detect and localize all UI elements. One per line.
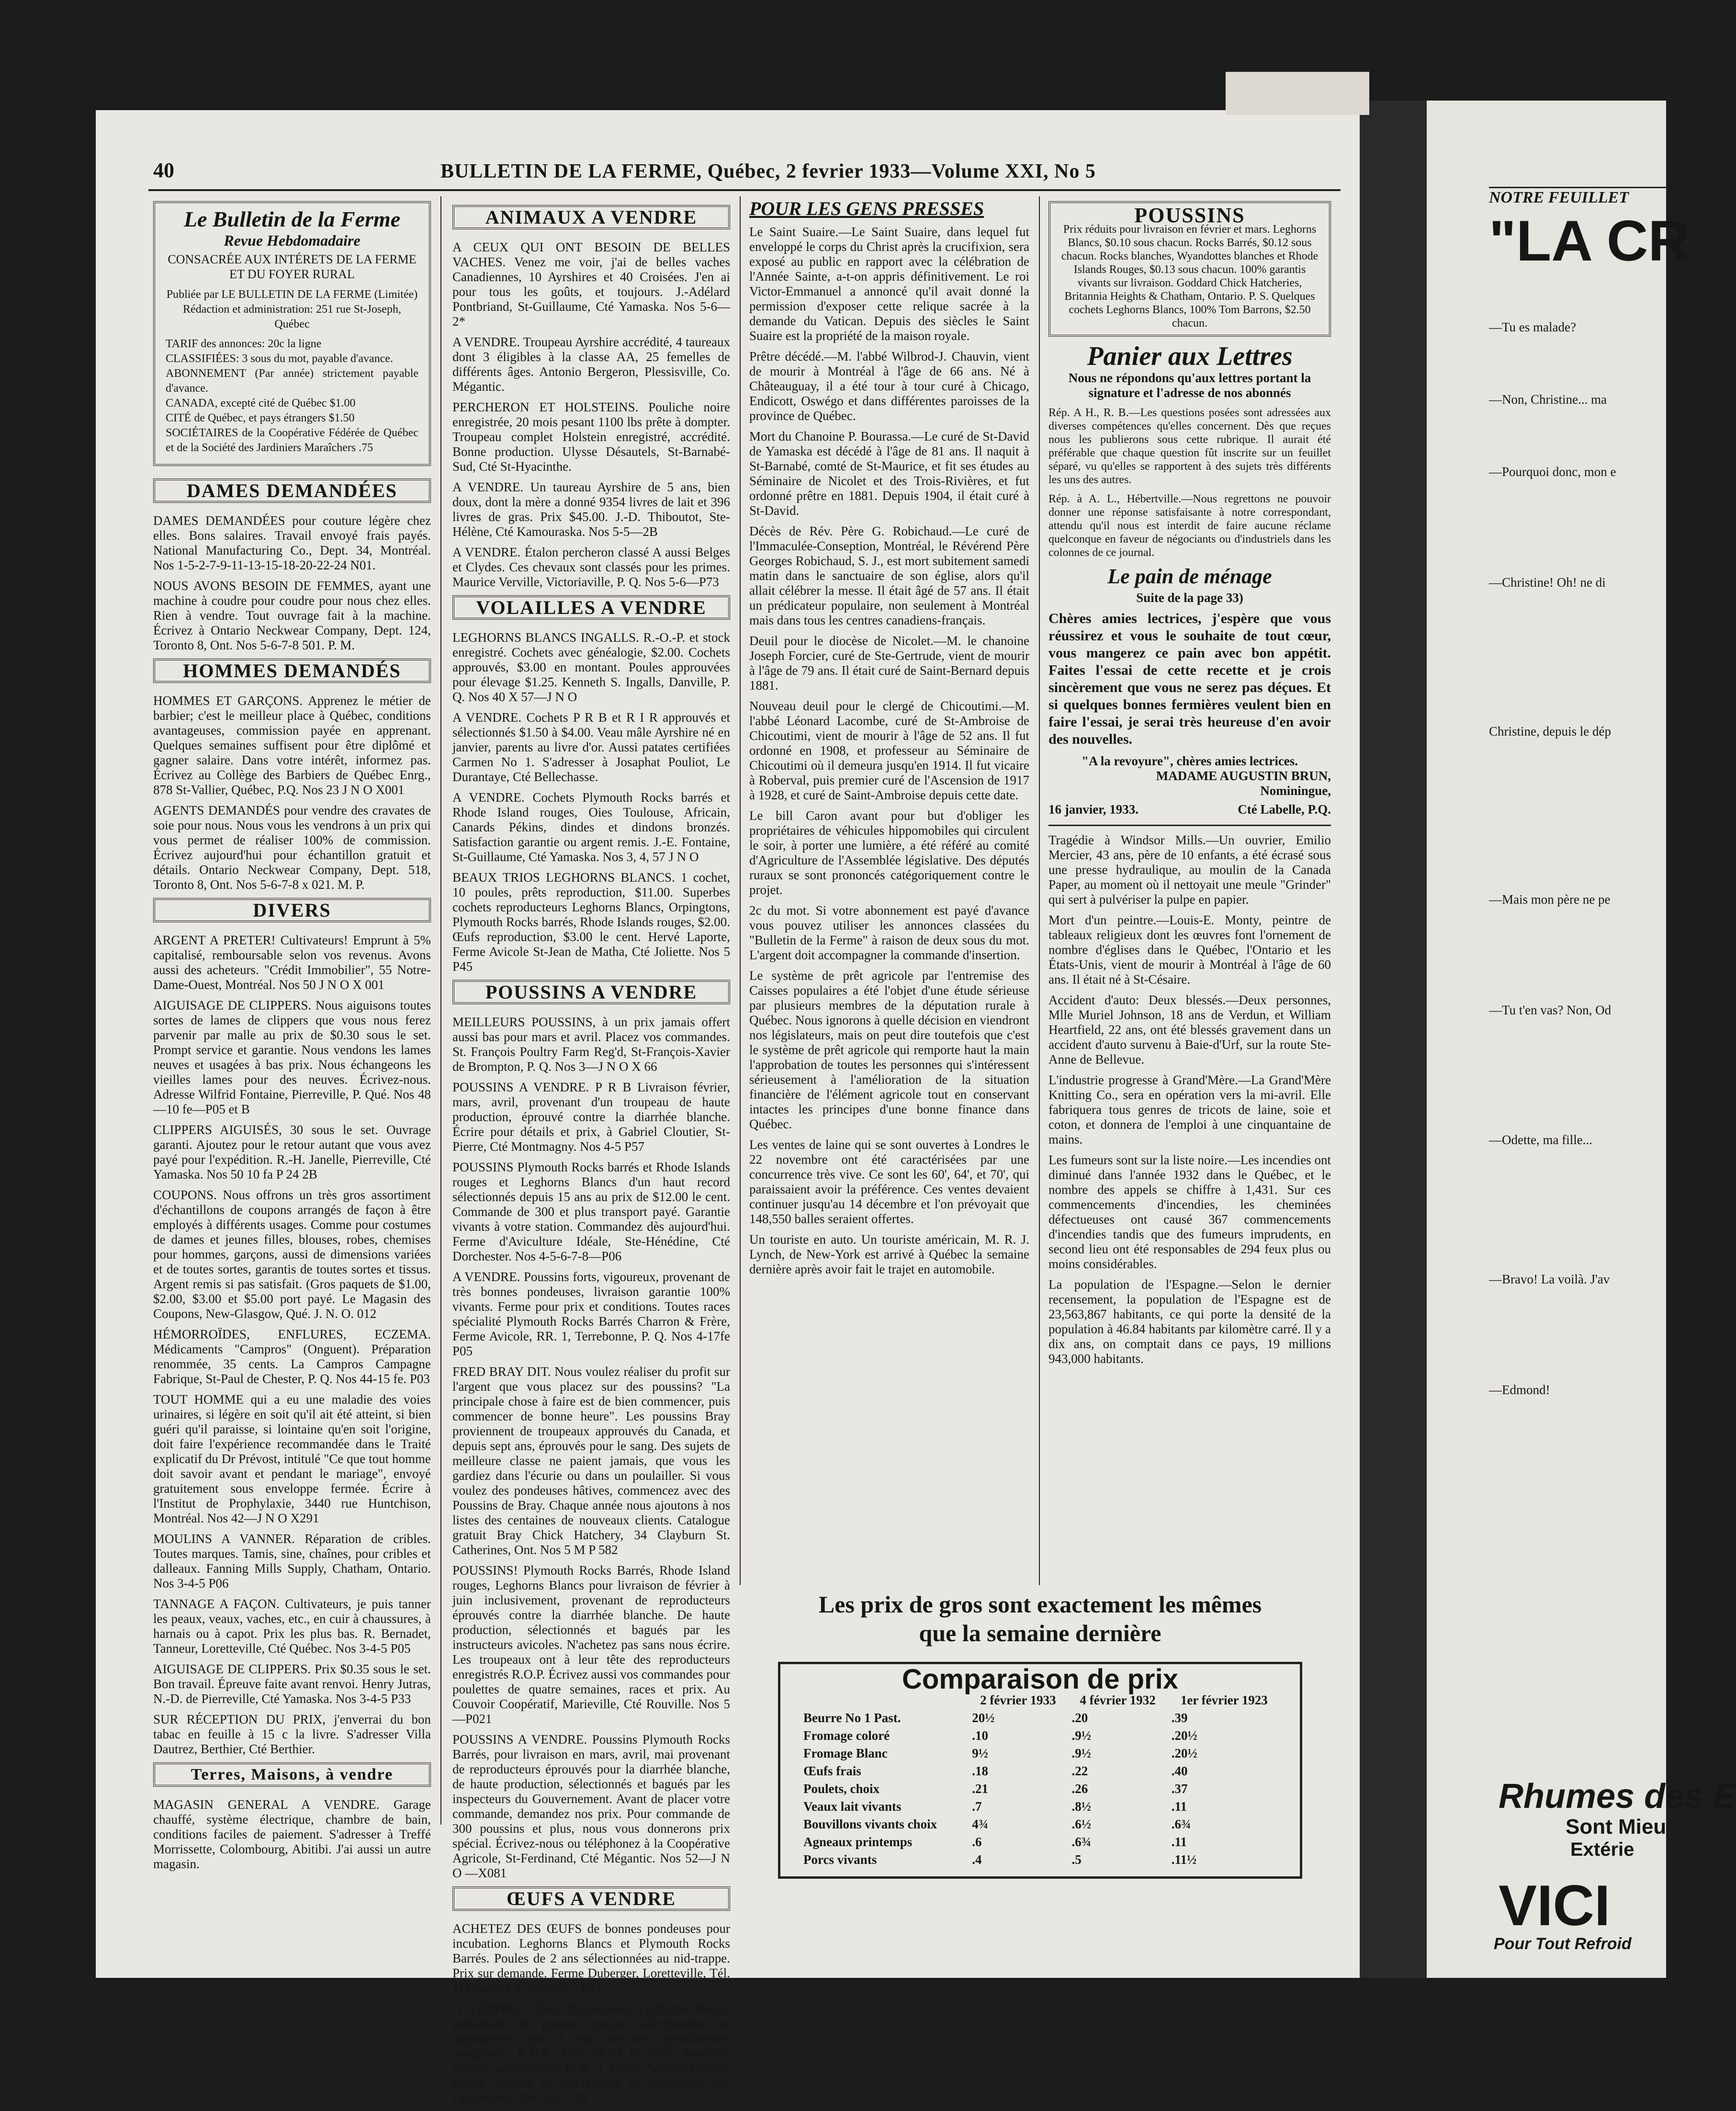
column-header: 4 février 1932: [1080, 1693, 1156, 1707]
table-row: [800, 1816, 1281, 1833]
classified-ad: A VENDRE. Troupeau Ayrshire accrédité, 4 taureaux dont 3 éligibles à la classe AA, 25 femelles de différents âges. Antonio Bergeron, Plessisville, Co. Mégantic.: [452, 335, 730, 394]
classified-ad: AIGUISAGE DE CLIPPERS. Prix $0.35 sous le set. Bon travail. Épreuve faite avant renvoi. Henry Jutras, N.-D. de Pierreville, Cté Yamaska. Nos 3-4-5 P33: [153, 1662, 431, 1706]
ad-subline: Sont Mieu: [1566, 1815, 1667, 1839]
page-header: [144, 158, 1341, 187]
news-item: Les ventes de laine qui se sont ouvertes à Londres le 22 novembre ont été caractérisées par une concurrence très vive. Ce sont les 60', 64', et 70', qui paraissaient avoir la préférence. Ces ventes devaient continuer jusqu'au 14 décembre et l'on prévoyait que 148,550 balles seraient offertes.: [749, 1137, 1029, 1226]
column-rule: [440, 196, 441, 1825]
story-line: —Bravo! La voilà. J'av: [1489, 1272, 1610, 1286]
section-heading: Terres, Maisons, à vendre: [153, 1762, 431, 1787]
story-line: —Tu es malade?: [1489, 320, 1576, 334]
classified-ad: MAGASIN GENERAL A VENDRE. Garage chauffé, système électrique, chambre de bain, conditions faciles de paiement. S'adresser à Treffé Morrissette, Colombourg, Abitibi. J'ai aussi un autre magasin.: [153, 1797, 431, 1871]
column-header: 2 février 1933: [980, 1693, 1056, 1707]
table-cell: .6¾: [1071, 1835, 1091, 1849]
column-4: [1048, 201, 1331, 1372]
author-place: Nominingue,: [1260, 783, 1331, 798]
masthead-subtitle: Revue Hebdomadaire: [224, 232, 361, 249]
classified-ad: CLIPPERS AIGUISÉS, 30 sous le set. Ouvrage garanti. Ajoutez pour le retour autant que vous avez payé pour l'expédition. R.-H. Janelle, Pierreville, Cté Yamaska. Nos 50 10 fa P 24 2B: [153, 1123, 431, 1181]
news-item: Tragédie à Windsor Mills.—Un ouvrier, Emilio Mercier, 43 ans, père de 10 enfants, a été écrasé sous une presse hydraulique, au moulin de la Canada Paper, au moment où il nettoyait une meule "Grinder" qui sert à pulvériser la pulpe en papier.: [1048, 833, 1331, 907]
table-cell: .21: [972, 1782, 988, 1796]
page-number: 40: [153, 159, 174, 182]
table-cell: .20½: [1171, 1728, 1197, 1743]
feuilleton-title: "LA CR: [1489, 209, 1690, 273]
classified-ad: MEILLEURS POUSSINS, à un prix jamais offert aussi bas pour mars et avril. Placez vos commandes. St. François Poultry Farm Reg'd, St-François-Xavier de Brompton, P. Q. Nos 3—J N O X 66: [452, 1015, 730, 1074]
section-heading: POUR LES GENS PRESSES: [749, 198, 984, 219]
classified-ad: AIGUISAGE DE CLIPPERS. Nous aiguisons toutes sortes de lames de clippers que vous nous ferez parvenir par malle au prix de $0.30 sous le set. Prompt service et garantie. Nous vendons les lames neuves et usagées à bas prix. Nous échangeons les vieilles lames pour des neuves. Écrivez-nous. Adresse Wilfrid Fontaine, Pierreville, P. Qué. Nos 48—10 fe—P05 et B: [153, 998, 431, 1116]
masthead-title: Le Bulletin de la Ferme: [183, 207, 401, 231]
table-cell: 20½: [972, 1711, 995, 1725]
section-heading: POUSSINS: [1134, 204, 1245, 227]
table-cell: .20½: [1171, 1746, 1197, 1760]
masthead-box: [153, 201, 431, 466]
classified-ad: LEGHORNS BLANCS INGALLS. R.-O.-P. et stock enregistré. Cochets avec généalogie, $2.00. Cochets approuvés, $3.00 en montant. Poules approuvées pour élevage $1.25. Kenneth S. Ingalls, Danville, P. Q. Nos 40 X 57—J N O: [452, 630, 730, 704]
masthead-publisher: Publiée par LE BULLETIN DE LA FERME (Limitée) Rédaction et administration: 251 rue St-Joseph, Québec: [166, 288, 418, 330]
spacer: [1489, 277, 1667, 320]
table-row: [800, 1798, 1281, 1816]
classified-ad: TANNAGE A FAÇON. Cultivateurs, je puis tanner les peaux, veaux, vaches, etc., en cuir à chaussures, à harnais ou à capot. Prix les plus bas. R. Bernadet, Tanneur, Loretteville, Cté Québec. Nos 3-4-5 P05: [153, 1597, 431, 1656]
story-line: —Odette, ma fille...: [1489, 1133, 1592, 1147]
story-line: —Edmond!: [1489, 1383, 1550, 1397]
section-heading: DIVERS: [153, 898, 431, 922]
story-line: —Tu t'en vas? Non, Od: [1489, 1003, 1612, 1017]
table-cell: .6½: [1071, 1817, 1091, 1831]
letter-county: Cté Labelle, P.Q.: [1238, 802, 1331, 817]
table-cell: .18: [972, 1764, 988, 1778]
classified-ad: A VENDRE. Cochets P R B et R I R approuvés et sélectionnés $1.50 à $4.00. Veau mâle Ayrshire né en janvier, parents au livre d'or. Aussi patates certifiées Carmen No 1. S'adresser à Josaphat Pouliot, Le Durantaye, Cté Bellechasse.: [452, 710, 730, 784]
section-heading: ŒUFS A VENDRE: [452, 1886, 730, 1911]
table-cell: .6: [972, 1835, 982, 1849]
classified-ad: BEAUX TRIOS LEGHORNS BLANCS. 1 cochet, 10 poules, prêts reproduction, $11.00. Superbes cochets reproducteurs Leghorns Blancs, Orpingtons, Plymouth Rocks barrés, Rhode Islands rouges, $2.00. Œufs reproduction, $3.00 le cent. Hervé Laporte, Ferme Avicole St-Jean de Matha, Cté Joliette. Nos 5 P45: [452, 870, 730, 974]
letter-reply: Rép. à A. L., Hébertville.—Nous regrettons ne pouvoir donner une réponse satisfaisante à notre correspondant, attendu qu'il nous est interdit de faire aucune réclame quelconque en faveur de négociants ou d'industriels dans les colonnes de ce journal.: [1048, 493, 1331, 559]
section-heading: Panier aux Lettres: [1087, 341, 1293, 371]
masthead-motto: CONSACRÉE AUX INTÉRETS DE LA FERME ET DU FOYER RURAL: [168, 252, 417, 281]
table-cell: Fromage coloré: [803, 1728, 890, 1743]
story-line: —Christine! Oh! ne di: [1489, 575, 1606, 590]
prices-table-title: Comparaison de prix: [902, 1664, 1178, 1695]
table-row: [800, 1709, 1281, 1727]
table-cell: 4¾: [972, 1817, 988, 1831]
section-heading: ANIMAUX A VENDRE: [452, 205, 730, 229]
classified-ad: POUSSINS! Plymouth Rocks Barrés, Rhode Island rouges, Leghorns Blancs pour livraison de février à juin inclusivement, provenant de reproducteurs éprouvés contre la diarrhée blanche. De haute production, sélectionnés et bagués par les instructeurs avicoles. N'achetez pas sans nous écrire. Les troupeaux ont à leur tête des reproducteurs enregistrés R.O.P. Écrivez aussi vos commandes pour poulettes de quatre semaines, races et prix. Au Couvoir Coopératif, Marieville, Cté Rouville. Nos 5—P021: [452, 1563, 730, 1726]
classified-ad: A VENDRE. Œufs d'incubation Leghorns Blancs provenant de grosses poules sélectionnées et approuvées ayant à leur tête des reproducteurs enregistrés R.O.P. Prix $3.00 le cent. Superbes cochets sélectionnés P. R. à $2.00. Anaclet Leclair, Ferme Avicole de St-Germain de Grantham, Cté Drummond. Nos 5-6—2B: [452, 2001, 730, 2105]
ad-tagline: Pour Tout Refroid: [1494, 1935, 1632, 1953]
classified-ad: HOMMES ET GARÇONS. Apprenez le métier de barbier; c'est le meilleur place à Québec, conditions avantageuses, commission payée en apprenant. Quelques semaines suffisent pour être diplômé et gagner salaire. Dans votre intérêt, informez pas. Écrivez au Collège des Barbiers de Québec Enrg., 878 St-Vallier, Québec, P.Q. Nos 23 J N O X001: [153, 693, 431, 797]
table-cell: .39: [1171, 1711, 1188, 1725]
news-item: Nouveau deuil pour le clergé de Chicoutimi.—M. l'abbé Léonard Lacombe, curé de St-Ambroise de Chicoutimi, vient de mourir à l'âge de 52 ans. Il fut ordonné en 1908, et professeur au Séminaire de Chicoutimi où il demeura jusqu'en 1914. Il fut vicaire à Roberval, puis premier curé de l'Ascension de 1917 à 1928, et curé de Saint-Ambroise depuis cette date.: [749, 699, 1029, 802]
classified-ad: A VENDRE. Étalon percheron classé A aussi Belges et Clydes. Ces chevaux sont classés pour les primes. Maurice Verville, Victoriaville, P. Q. Nos 5-6—P73: [452, 545, 730, 589]
table-cell: .11: [1171, 1799, 1187, 1814]
story-line: —Pourquoi donc, mon e: [1489, 465, 1616, 479]
classified-ad: A VENDRE. Poussins forts, vigoureux, provenant de très bonnes pondeuses, livraison garantie 100% vivants. Ferme pour prix et conditions. Toutes races spécialité Plymouth Rocks Barrés Charron & Frère, Ferme Avicole, RR. 1, Terrebonne, P. Q. Nos 4-17fe P05: [452, 1270, 730, 1358]
news-item: L'industrie progresse à Grand'Mère.—La Grand'Mère Knitting Co., sera en opération vers la mi-avril. Elle fabriquera tous genres de tricots de laine, soie et coton, et donnera de l'emploi à une cinquantaine de mains.: [1048, 1073, 1331, 1146]
torn-edge: [1226, 72, 1369, 115]
table-cell: Beurre No 1 Past.: [803, 1711, 901, 1725]
news-item: Mort d'un peintre.—Louis-E. Monty, peintre de tableaux religieux dont les œuvres font l'ornement de nombre d'églises dans le Québec, l'Ontario et les États-Unis, vient de mourir à Montréal à l'âge de 60 ans. Il était né à St-Césaire.: [1048, 913, 1331, 987]
table-cell: Poulets, choix: [803, 1782, 879, 1796]
table-cell: .37: [1171, 1782, 1188, 1796]
table-cell: .7: [972, 1799, 982, 1814]
column-3: [749, 198, 1029, 1282]
letter-reply: Rép. A H., R. B.—Les questions posées sont adressées aux diverses compétences qu'elles concernent. Dès que reçues nous les publierons sous cette rubrique. Il aurait été préférable que chaque question fût inscrite sur un feuillet séparé, vu qu'elles se rapportent à des sujets très différents les uns des autres.: [1048, 407, 1331, 486]
adjacent-page-content: [1489, 187, 1690, 1767]
classified-ad: NOUS AVONS BESOIN DE FEMMES, ayant une machine à coudre pour coudre pour nous chez elles. Rien à vendre. Tout ouvrage fait à la machine. Écrivez à Ontario Neckwear Company, Dept. 124, Toronto 8, Ont. Nos 5-6-7-8 501. P. M.: [153, 579, 431, 652]
letter-date: 16 janvier, 1933.: [1048, 802, 1139, 817]
display-ad-text: Prix réduits pour livraison en février et mars. Leghorns Blancs, $0.10 sous chacun. Rocks Barrés, $0.12 sous chacun. Rocks blanches, Wyandottes blanches et Rhode Islands Rouges, $0.13 sous chacun. 100% garantis vivants sur livraison. Goddard Chick Hatcheries, Britannia Heights & Chatham, Ontario. P. S. Quelques cochets Leghorns Blancs, 100% Tom Barrons, $2.50 chacun.: [1061, 223, 1319, 329]
masthead-line: CLASSIFIÉES: 3 sous du mot, payable d'avance.: [166, 352, 393, 365]
table-cell: .9½: [1071, 1728, 1091, 1743]
table-cell: Porcs vivants: [803, 1852, 877, 1867]
story-line: —Mais mon père ne pe: [1489, 892, 1611, 907]
classified-ad: ACHETEZ DES ŒUFS de bonnes pondeuses pour incubation. Leghorns Blancs et Plymouth Rocks Barrés. Poules de 2 ans sélectionnées au nid-trappe. Prix sur demande. Ferme Duberger, Loretteville, Tél. 117 sonnez 3. Nos 4-5—P05: [452, 1921, 730, 1995]
table-cell: 9½: [972, 1746, 988, 1760]
masthead-line: CANADA, excepté cité de Québec $1.00: [166, 397, 356, 409]
news-item: Prêtre décédé.—M. l'abbé Wilbrod-J. Chauvin, vient de mourir à Montréal à l'âge de 66 ans. Né à Châteauguay, il a été tour à tour curé à Chicago, Endicott, Oswégo et dans différentes paroisses de la province de Québec.: [749, 349, 1029, 423]
table-cell: Veaux lait vivants: [803, 1799, 902, 1814]
news-item: 2c du mot. Si votre abonnement est payé d'avance vous pouvez utiliser les annonces classées du "Bulletin de la Ferme" à raison de deux sous du mot. L'argent doit accompagner la commande d'insertion.: [749, 903, 1029, 962]
prices-block: [749, 1590, 1331, 1879]
table-cell: Fromage Blanc: [803, 1746, 888, 1760]
news-item: Le bill Caron avant pour but d'obliger les propriétaires de véhicules hippomobiles qui circulent le soir, à porter une lumière, a été référé au comité d'Agriculture de l'Assemblée législative. Des députés ruraux se sont prononcés catégoriquement contre le projet.: [749, 808, 1029, 897]
classified-ad: HÉMORROÏDES, ENFLURES, ECZEMA. Médicaments "Campros" (Onguent). Préparation renommée, 35 cents. La Campros Campagne Fabrique, St-Paul de Chester, P. Q. Nos 44-15 fe. P03: [153, 1327, 431, 1386]
section-heading: DAMES DEMANDÉES: [153, 478, 431, 503]
section-heading: Le pain de ménage: [1107, 565, 1272, 588]
classified-ad: MOULINS A VANNER. Réparation de cribles. Toutes marques. Tamis, sine, chaînes, pour cribles et dalleaux. Fanning Mills Supply, Chatham, Ontario. Nos 3-4-5 P06: [153, 1532, 431, 1590]
classified-ad: DAMES DEMANDÉES pour couture légère chez elles. Bons salaires. Travail envoyé frais payés. National Manufacturing Co., Dept. 34, Montréal. Nos 1-5-2-7-9-11-13-15-18-20-22-24 N01.: [153, 513, 431, 572]
table-row: [800, 1762, 1281, 1780]
section-intro: Nous ne répondons qu'aux lettres portant la signature et l'adresse de nos abonnés: [1068, 371, 1311, 400]
section-heading: VOLAILLES A VENDRE: [452, 595, 730, 620]
table-cell: .8½: [1071, 1799, 1091, 1814]
column-2: [452, 201, 730, 2111]
table-cell: .9½: [1071, 1746, 1091, 1760]
news-item: Le Saint Suaire.—Le Saint Suaire, dans lequel fut enveloppé le corps du Christ après la crucifixion, sera exposé au public en rapport avec la célébration de l'Année Sainte, a-t-on appris définitivement. Le roi Victor-Emmanuel a annoncé qu'il avait donné la permission d'exposer cette relique sacrée à la demande du Vatican. Depuis des siècles le Saint Suaire est la propriété de la maison royale.: [749, 225, 1029, 343]
recipe-text: Chères amies lectrices, j'espère que vous réussirez et vous le souhaite de tout cœur, vous mangerez ce pain avec bon appétit. Faites l'essai de cette recette et je crois sincèrement que vous ne serez pas déçues. Et si quelques bonnes fermières veulent bien en faire l'essai, je serai très heureuse d'en avoir des nouvelles.: [1048, 611, 1331, 747]
classified-ad: SUR RÉCEPTION DU PRIX, j'enverrai du bon tabac en feuille à 15 c la livre. S'adresser Villa Dautrez, Berthier, Cté Berthier.: [153, 1712, 431, 1756]
ad-headline: Rhumes des E: [1499, 1777, 1736, 1816]
classified-ad: A CEUX QUI ONT BESOIN DE BELLES VACHES. Venez me voir, j'ai de belles vaches Canadiennes, 10 Ayrshires et 40 Croisées. J'en ai pour tous les goûts, et toujours. J.-Adélard Pontbriand, St-Guillaume, Cté Yamaska. Nos 5-6—2*: [452, 240, 730, 329]
prices-headline: Les prix de gros sont exactement les mêmes: [818, 1591, 1262, 1618]
table-cell: .6¾: [1171, 1817, 1191, 1831]
table-cell: .11½: [1171, 1852, 1197, 1867]
header-rule: [148, 189, 1341, 191]
table-cell: .20: [1071, 1711, 1088, 1725]
classified-ad: A VENDRE. Un taureau Ayrshire de 5 ans, bien doux, dont la mère a donné 9354 livres de lait et 396 livres de gras. Prix $45.00. J.-D. Thiboutot, Ste-Hélène, Cté Kamouraska. Nos 5-5—2B: [452, 480, 730, 539]
feuilleton-label: NOTRE FEUILLET: [1489, 187, 1667, 205]
closing-line: "A la revoyure", chères amies lectrices.: [1081, 754, 1298, 768]
news-item: Deuil pour le diocèse de Nicolet.—M. le chanoine Joseph Forcier, curé de Ste-Gertrude, vient de mourir à l'âge de 79 ans. Il était curé de Saint-Bernard depuis 1881.: [749, 634, 1029, 692]
story-line: —Non, Christine... ma: [1489, 392, 1607, 407]
news-item: Les fumeurs sont sur la liste noire.—Les incendies ont diminué dans l'année 1932 dans le Québec, et le nombre des appels se chiffre à 1,431. Sur ces commencements d'incendies, les cheminées défectueuses ont causé 367 commencements d'incendies tandis que des fumeurs imprudents, en second lieu ont été responsables de 294 feux plus ou moins considérables.: [1048, 1153, 1331, 1271]
table-header-row: [800, 1691, 1281, 1709]
table-cell: Agneaux printemps: [803, 1835, 913, 1849]
signature-line: [1048, 802, 1331, 817]
classified-ad: FRED BRAY DIT. Nous voulez réaliser du profit sur l'argent que vous placez sur des poussins? "La principale chose à faire est de bien commencer, puis commencer de bonne heure". Les poussins Bray proviennent de troupeaux approuvés du Canada, et depuis sept ans, éprouvés pour le sang. Des sujets de meilleure classe ne paient jamais, que vous les gardiez dans l'écurie ou dans un poulailler. Si vous voulez des pondeuses hâtives, commencez avec des Poussins de Bray. Chaque année nous ajoutons à nos listes des centaines de nouveaux clients. Catalogue gratuit Bray Chick Hatchery, 34 Clayburn St. Catherines, Ont. Nos 5 M P 582: [452, 1364, 730, 1557]
poussins-ad-box: [1048, 201, 1331, 337]
news-item: Décès de Rév. Père G. Robichaud.—Le curé de l'Immaculée-Conseption, Montréal, le Révérend Père Georges Robichaud, S. J., est mort subitement samedi matin dans le sanctuaire de son église, alors qu'il allait célébrer la messe. Il était âgé de 57 ans. Il était un prédicateur populaire, non seulement à Montréal mais dans tous les centres canadiens-français.: [749, 524, 1029, 627]
table-cell: .40: [1171, 1764, 1188, 1778]
ad-brand: VICI: [1499, 1873, 1611, 1938]
classified-ad: POUSSINS A VENDRE. Poussins Plymouth Rocks Barrés, pour livraison en mars, avril, mai provenant de reproducteurs éprouvés pour la diarrhée blanche, de haute production, sélectionnés et bagués par les inspecteurs du Gouvernement. Avant de placer votre commande, demandez nos prix. Pour commande de 300 poussins et plus, nous vous donnerons prix spécial. Écrivez-nous ou téléphonez à la Coopérative Agricole, St-Ferdinand, Cté Mégantic. Nos 52—J N O —X081: [452, 1732, 730, 1880]
column-header: 1er février 1923: [1180, 1693, 1268, 1707]
story-line: Christine, depuis le dép: [1489, 724, 1611, 738]
table-cell: .11: [1171, 1835, 1187, 1849]
section-heading: HOMMES DEMANDÉS: [153, 658, 431, 683]
masthead-line: ABONNEMENT (Par année) strictement payable d'avance.: [166, 367, 418, 395]
table-cell: Bouvillons vivants choix: [803, 1817, 937, 1831]
divider: [1048, 825, 1331, 826]
masthead-tarif: TARIF des annonces: 20c la ligne: [166, 338, 322, 350]
ad-subline: Extérie: [1570, 1839, 1635, 1860]
table-cell: .22: [1071, 1764, 1088, 1778]
table-row: [800, 1780, 1281, 1798]
table-row: [800, 1851, 1281, 1869]
news-item: Accident d'auto: Deux blessés.—Deux personnes, Mlle Muriel Johnson, 18 ans de Verdun, et William Heartfield, 22 ans, ont été blessés gravement dans un accident d'auto survenu à Baie-d'Urf, sur la route Ste-Anne de Bellevue.: [1048, 993, 1331, 1067]
news-item: Le système de prêt agricole par l'entremise des Caisses populaires a été l'objet d'une étude sérieuse par plusieurs membres de la députation rurale à Québec. Nous ignorons à quelle décision en viendront nos législateurs, mais on peut dire toutefois que c'est le système de prêt agricole qui remporte haut la main l'approbation de toutes les personnes qui s'intéressent sérieusement à l'amélioration de la situation financière de l'élément agricole tout en conservant intactes les principes d'une bonne finance dans Québec.: [749, 968, 1029, 1131]
table-cell: .5: [1071, 1852, 1082, 1867]
table-cell: .4: [972, 1852, 982, 1867]
masthead-line: CITÉ de Québec, et pays étrangers $1.50: [166, 412, 355, 424]
classified-ad: TOUT HOMME qui a eu une maladie des voies urinaires, si légère en soit qu'il ait été atteint, si bien guéri qu'il paraisse, si lointaine qu'en soit l'origine, doit faire l'expérience recommandée dans le Traité explicatif du Dr Prévost, intitulé "Ce que tout homme doit savoir avant et pendant le mariage", envoyé gratuitement sous enveloppe fermée. Écrire à l'Institut de Prophylaxie, 3440 rue Huntchison, Montréal. Nos 42—J N O X291: [153, 1392, 431, 1525]
classified-ad: AGENTS DEMANDÉS pour vendre des cravates de soie pour nous. Nous vous les vendrons à un prix qui vous permet de réaliser 100% de commission. Écrivez aujourd'hui pour échantillon gratuit et détails. Ontario Neckwear Company, Dept. 518, Toronto 8, Ont. Nos 5-6-7-8 x 021. M. P.: [153, 803, 431, 892]
news-item: La population de l'Espagne.—Selon le dernier recensement, la population de l'Espagne est de 23,563,867 habitants, ce qui porte la densité de la population à 46.84 habitants par kilomètre carré. Il y a dix ans, on comptait dans ce pays, 19 millions 943,000 habitants.: [1048, 1277, 1331, 1366]
page-title: BULLETIN DE LA FERME, Québec, 2 fevrier 1933—Volume XXI, No 5: [440, 160, 1096, 182]
prices-table-box: [778, 1662, 1302, 1879]
classified-ad: A VENDRE. Cochets Plymouth Rocks barrés et Rhode Island rouges, Oies Toulouse, Africain, Canards Pékins, dindes et dindons bronzés. Satisfaction garantie ou argent remis. J.-E. Fontaine, St-Guillaume, Cté Yamaska. Nos 3, 4, 57 J N O: [452, 790, 730, 864]
continued-note: Suite de la page 33): [1136, 590, 1243, 605]
table-cell: .10: [972, 1728, 988, 1743]
classified-ad: PERCHERON ET HOLSTEINS. Pouliche noire enregistrée, 20 mois pesant 1100 lbs prête à dompter. Troupeau complet Holstein enregistré, accrédité. Bonne production. Ulysse Désautels, St-Barnabé-Sud, Cté St-Hyacinthe.: [452, 400, 730, 474]
table-row: [800, 1833, 1281, 1851]
vicks-ad: [1489, 1777, 1736, 1968]
column-rule: [740, 196, 741, 1585]
prices-table: [800, 1691, 1281, 1869]
classified-ad: POUSSINS A VENDRE. P R B Livraison février, mars, avril, provenant d'un troupeau de haute production, éprouvé contre la diarrhée blanche. Écrire pour détails et prix, à Gabriel Cloutier, St-Pierre, Cté Montmagny. Nos 4-5 P57: [452, 1080, 730, 1154]
classified-ad: ARGENT A PRETER! Cultivateurs! Emprunt à 5% capitalisé, remboursable selon vos revenus. Avons aussi des acheteurs. "Crédit Immobilier", 55 Notre-Dame-Ouest, Montréal. Nos 50 J N O X 001: [153, 933, 431, 992]
table-row: [800, 1727, 1281, 1745]
news-item: Mort du Chanoine P. Bourassa.—Le curé de St-David de Yamaska est décédé à l'âge de 81 ans. Il naquit à St-Barnabé, comté de St-Maurice, et fit ses études au Séminaire de Nicolet et des Trois-Rivières, et fut ordonné prêtre en 1881. Depuis 1904, il était curé à St-David.: [749, 429, 1029, 518]
page-gutter: [1360, 101, 1427, 1978]
author-name: MADAME AUGUSTIN BRUN,: [1156, 769, 1331, 783]
classified-ad: COUPONS. Nous offrons un très gros assortiment d'échantillons de coupons arrangés de façon à être employés à différents usages. Comme pour costumes de dames et jeunes filles, blouses, robes, chemises pour hommes, garçons, aussi de dimensions variées et de toutes sortes, garantis de toutes sortes et tissus. Argent remis si pas satisfait. (Gros paquets de $1.00, $2.00, $3.00 et $5.00 port payé. Le Magasin des Coupons, New-Glasgow, Qué. J. N. O. 012: [153, 1188, 431, 1321]
table-cell: .26: [1071, 1782, 1088, 1796]
classified-ad: POUSSINS Plymouth Rocks barrés et Rhode Islands rouges et Leghorns Blancs d'un haut record sélectionnés depuis 15 ans au prix de $12.00 le cent. Commande de 300 et plus transport payé. Garantie vivants à votre station. Commandez dès aujourd'hui. Ferme d'Aviculture Idéale, Ste-Hénédine, Cté Dorchester. Nos 4-5-6-7-8—P06: [452, 1160, 730, 1263]
news-item: Un touriste en auto. Un touriste américain, M. R. J. Lynch, de New-York est arrivé à Québec la semaine dernière après avoir fait le trajet en automobile.: [749, 1232, 1029, 1276]
masthead-line: SOCIÉTAIRES de la Coopérative Fédérée de Québec et de la Société des Jardiniers Maraîchers .75: [166, 427, 418, 454]
table-row: [800, 1745, 1281, 1762]
section-heading: POUSSINS A VENDRE: [452, 980, 730, 1004]
column-rule: [1039, 196, 1040, 1585]
table-cell: Œufs frais: [803, 1764, 861, 1778]
prices-subheadline: que la semaine dernière: [919, 1620, 1161, 1646]
column-1: [153, 201, 431, 1877]
